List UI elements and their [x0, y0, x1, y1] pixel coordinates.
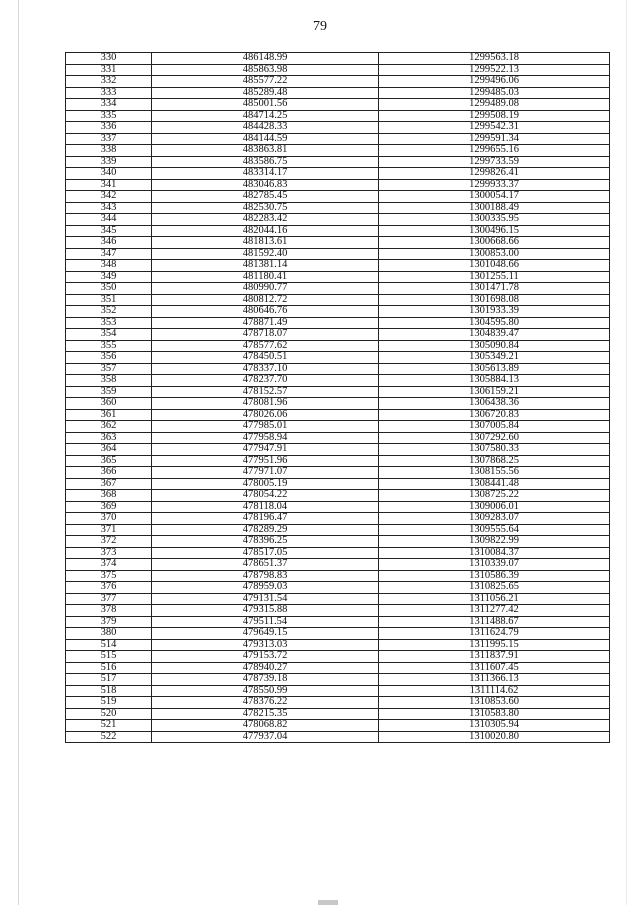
- x-coordinate-cell: 484144.59: [152, 133, 379, 145]
- point-number-cell: 371: [66, 524, 152, 536]
- x-coordinate-cell: 479511.54: [152, 616, 379, 628]
- y-coordinate-cell: 1310084.37: [379, 547, 610, 559]
- table-row: [66, 202, 610, 214]
- point-number-cell: 375: [66, 570, 152, 582]
- x-coordinate-cell: 478718.07: [152, 329, 379, 341]
- table-row: [66, 570, 610, 582]
- point-number-cell: 517: [66, 674, 152, 686]
- point-number-cell: 363: [66, 432, 152, 444]
- point-number-cell: 344: [66, 214, 152, 226]
- x-coordinate-cell: 478068.82: [152, 720, 379, 732]
- x-coordinate-cell: 478959.03: [152, 582, 379, 594]
- y-coordinate-cell: 1306720.83: [379, 409, 610, 421]
- y-coordinate-cell: 1308725.22: [379, 490, 610, 502]
- y-coordinate-cell: 1310583.80: [379, 708, 610, 720]
- x-coordinate-cell: 477971.07: [152, 467, 379, 479]
- table-row: [66, 478, 610, 490]
- point-number-cell: 521: [66, 720, 152, 732]
- scan-mark: [318, 900, 338, 905]
- y-coordinate-cell: 1299496.06: [379, 76, 610, 88]
- table-row: [66, 53, 610, 65]
- y-coordinate-cell: 1311624.79: [379, 628, 610, 640]
- x-coordinate-cell: 478026.06: [152, 409, 379, 421]
- y-coordinate-cell: 1305613.89: [379, 363, 610, 375]
- table-row: [66, 386, 610, 398]
- x-coordinate-cell: 485863.98: [152, 64, 379, 76]
- y-coordinate-cell: 1299591.34: [379, 133, 610, 145]
- x-coordinate-cell: 479649.15: [152, 628, 379, 640]
- x-coordinate-cell: 483863.81: [152, 145, 379, 157]
- x-coordinate-cell: 477951.96: [152, 455, 379, 467]
- x-coordinate-cell: 478550.99: [152, 685, 379, 697]
- x-coordinate-cell: 478450.51: [152, 352, 379, 364]
- page-right-edge: [626, 0, 627, 905]
- y-coordinate-cell: 1306438.36: [379, 398, 610, 410]
- y-coordinate-cell: 1299933.37: [379, 179, 610, 191]
- x-coordinate-cell: 478054.22: [152, 490, 379, 502]
- point-number-cell: 335: [66, 110, 152, 122]
- point-number-cell: 342: [66, 191, 152, 203]
- y-coordinate-cell: 1301698.08: [379, 294, 610, 306]
- table-row: [66, 605, 610, 617]
- point-number-cell: 356: [66, 352, 152, 364]
- x-coordinate-cell: 478337.10: [152, 363, 379, 375]
- point-number-cell: 355: [66, 340, 152, 352]
- y-coordinate-cell: 1300496.15: [379, 225, 610, 237]
- x-coordinate-cell: 478798.83: [152, 570, 379, 582]
- table-row: [66, 329, 610, 341]
- table-row: [66, 283, 610, 295]
- x-coordinate-cell: 484428.33: [152, 122, 379, 134]
- x-coordinate-cell: 478651.37: [152, 559, 379, 571]
- y-coordinate-cell: 1307868.25: [379, 455, 610, 467]
- x-coordinate-cell: 478376.22: [152, 697, 379, 709]
- table-row: [66, 708, 610, 720]
- point-number-cell: 346: [66, 237, 152, 249]
- table-row: [66, 524, 610, 536]
- y-coordinate-cell: 1311366.13: [379, 674, 610, 686]
- point-number-cell: 359: [66, 386, 152, 398]
- point-number-cell: 357: [66, 363, 152, 375]
- y-coordinate-cell: 1307292.60: [379, 432, 610, 444]
- y-coordinate-cell: 1300188.49: [379, 202, 610, 214]
- y-coordinate-cell: 1310339.07: [379, 559, 610, 571]
- table-row: [66, 513, 610, 525]
- point-number-cell: 339: [66, 156, 152, 168]
- y-coordinate-cell: 1304595.80: [379, 317, 610, 329]
- table-row: [66, 260, 610, 272]
- y-coordinate-cell: 1310020.80: [379, 731, 610, 743]
- point-number-cell: 362: [66, 421, 152, 433]
- y-coordinate-cell: 1310305.94: [379, 720, 610, 732]
- x-coordinate-cell: 478118.04: [152, 501, 379, 513]
- y-coordinate-cell: 1299485.03: [379, 87, 610, 99]
- x-coordinate-cell: 483314.17: [152, 168, 379, 180]
- point-number-cell: 330: [66, 53, 152, 65]
- y-coordinate-cell: 1301048.66: [379, 260, 610, 272]
- point-number-cell: 372: [66, 536, 152, 548]
- x-coordinate-cell: 478005.19: [152, 478, 379, 490]
- point-number-cell: 368: [66, 490, 152, 502]
- y-coordinate-cell: 1299522.13: [379, 64, 610, 76]
- table-row: [66, 616, 610, 628]
- table-row: [66, 559, 610, 571]
- table-row: [66, 432, 610, 444]
- x-coordinate-cell: 477947.91: [152, 444, 379, 456]
- x-coordinate-cell: 486148.99: [152, 53, 379, 65]
- x-coordinate-cell: 478081.96: [152, 398, 379, 410]
- coordinates-table-body: [66, 53, 610, 743]
- x-coordinate-cell: 480812.72: [152, 294, 379, 306]
- y-coordinate-cell: 1300668.66: [379, 237, 610, 249]
- point-number-cell: 349: [66, 271, 152, 283]
- table-row: [66, 214, 610, 226]
- table-row: [66, 628, 610, 640]
- table-row: [66, 363, 610, 375]
- y-coordinate-cell: 1301933.39: [379, 306, 610, 318]
- table-row: [66, 651, 610, 663]
- table-row: [66, 64, 610, 76]
- y-coordinate-cell: 1301255.11: [379, 271, 610, 283]
- y-coordinate-cell: 1311114.62: [379, 685, 610, 697]
- x-coordinate-cell: 478940.27: [152, 662, 379, 674]
- point-number-cell: 360: [66, 398, 152, 410]
- y-coordinate-cell: 1304839.47: [379, 329, 610, 341]
- table-row: [66, 547, 610, 559]
- y-coordinate-cell: 1309283.07: [379, 513, 610, 525]
- point-number-cell: 334: [66, 99, 152, 111]
- point-number-cell: 515: [66, 651, 152, 663]
- table-row: [66, 145, 610, 157]
- point-number-cell: 520: [66, 708, 152, 720]
- x-coordinate-cell: 484714.25: [152, 110, 379, 122]
- y-coordinate-cell: 1307005.84: [379, 421, 610, 433]
- x-coordinate-cell: 481813.61: [152, 237, 379, 249]
- x-coordinate-cell: 478577.62: [152, 340, 379, 352]
- point-number-cell: 380: [66, 628, 152, 640]
- y-coordinate-cell: 1299542.31: [379, 122, 610, 134]
- table-row: [66, 501, 610, 513]
- table-row: [66, 409, 610, 421]
- point-number-cell: 374: [66, 559, 152, 571]
- point-number-cell: 366: [66, 467, 152, 479]
- point-number-cell: 367: [66, 478, 152, 490]
- x-coordinate-cell: 482283.42: [152, 214, 379, 226]
- table-row: [66, 87, 610, 99]
- point-number-cell: 347: [66, 248, 152, 260]
- y-coordinate-cell: 1311277.42: [379, 605, 610, 617]
- point-number-cell: 340: [66, 168, 152, 180]
- table-row: [66, 375, 610, 387]
- table-row: [66, 294, 610, 306]
- table-row: [66, 156, 610, 168]
- point-number-cell: 333: [66, 87, 152, 99]
- table-row: [66, 593, 610, 605]
- x-coordinate-cell: 479313.03: [152, 639, 379, 651]
- y-coordinate-cell: 1310853.60: [379, 697, 610, 709]
- table-row: [66, 191, 610, 203]
- point-number-cell: 345: [66, 225, 152, 237]
- x-coordinate-cell: 485289.48: [152, 87, 379, 99]
- y-coordinate-cell: 1310825.65: [379, 582, 610, 594]
- y-coordinate-cell: 1305090.84: [379, 340, 610, 352]
- y-coordinate-cell: 1299563.18: [379, 53, 610, 65]
- point-number-cell: 365: [66, 455, 152, 467]
- x-coordinate-cell: 478289.29: [152, 524, 379, 536]
- table-row: [66, 467, 610, 479]
- table-row: [66, 271, 610, 283]
- table-row: [66, 340, 610, 352]
- point-number-cell: 354: [66, 329, 152, 341]
- y-coordinate-cell: 1300054.17: [379, 191, 610, 203]
- point-number-cell: 379: [66, 616, 152, 628]
- x-coordinate-cell: 481180.41: [152, 271, 379, 283]
- y-coordinate-cell: 1311995.15: [379, 639, 610, 651]
- table-row: [66, 122, 610, 134]
- point-number-cell: 516: [66, 662, 152, 674]
- point-number-cell: 336: [66, 122, 152, 134]
- table-row: [66, 352, 610, 364]
- table-row: [66, 490, 610, 502]
- y-coordinate-cell: 1306159.21: [379, 386, 610, 398]
- x-coordinate-cell: 480646.76: [152, 306, 379, 318]
- table-row: [66, 110, 610, 122]
- y-coordinate-cell: 1309822.99: [379, 536, 610, 548]
- table-row: [66, 133, 610, 145]
- x-coordinate-cell: 480990.77: [152, 283, 379, 295]
- point-number-cell: 353: [66, 317, 152, 329]
- point-number-cell: 376: [66, 582, 152, 594]
- x-coordinate-cell: 478517.05: [152, 547, 379, 559]
- x-coordinate-cell: 483586.75: [152, 156, 379, 168]
- point-number-cell: 358: [66, 375, 152, 387]
- x-coordinate-cell: 478237.70: [152, 375, 379, 387]
- table-row: [66, 697, 610, 709]
- point-number-cell: 369: [66, 501, 152, 513]
- point-number-cell: 518: [66, 685, 152, 697]
- point-number-cell: 331: [66, 64, 152, 76]
- y-coordinate-cell: 1311488.67: [379, 616, 610, 628]
- point-number-cell: 351: [66, 294, 152, 306]
- table-row: [66, 720, 610, 732]
- y-coordinate-cell: 1311837.91: [379, 651, 610, 663]
- y-coordinate-cell: 1305884.13: [379, 375, 610, 387]
- point-number-cell: 377: [66, 593, 152, 605]
- table-row: [66, 536, 610, 548]
- point-number-cell: 519: [66, 697, 152, 709]
- y-coordinate-cell: 1301471.78: [379, 283, 610, 295]
- x-coordinate-cell: 482530.75: [152, 202, 379, 214]
- x-coordinate-cell: 479131.54: [152, 593, 379, 605]
- table-row: [66, 731, 610, 743]
- y-coordinate-cell: 1310586.39: [379, 570, 610, 582]
- point-number-cell: 352: [66, 306, 152, 318]
- table-row: [66, 444, 610, 456]
- y-coordinate-cell: 1308441.48: [379, 478, 610, 490]
- y-coordinate-cell: 1299489.08: [379, 99, 610, 111]
- point-number-cell: 348: [66, 260, 152, 272]
- y-coordinate-cell: 1305349.21: [379, 352, 610, 364]
- y-coordinate-cell: 1309555.64: [379, 524, 610, 536]
- x-coordinate-cell: 478396.25: [152, 536, 379, 548]
- x-coordinate-cell: 478739.18: [152, 674, 379, 686]
- table-row: [66, 455, 610, 467]
- table-row: [66, 421, 610, 433]
- point-number-cell: 341: [66, 179, 152, 191]
- y-coordinate-cell: 1311056.21: [379, 593, 610, 605]
- page-left-edge: [18, 0, 19, 905]
- table-row: [66, 168, 610, 180]
- x-coordinate-cell: 477937.04: [152, 731, 379, 743]
- y-coordinate-cell: 1300853.00: [379, 248, 610, 260]
- point-number-cell: 338: [66, 145, 152, 157]
- x-coordinate-cell: 481592.40: [152, 248, 379, 260]
- x-coordinate-cell: 481381.14: [152, 260, 379, 272]
- table-row: [66, 639, 610, 651]
- point-number-cell: 350: [66, 283, 152, 295]
- table-row: [66, 317, 610, 329]
- y-coordinate-cell: 1299826.41: [379, 168, 610, 180]
- x-coordinate-cell: 485001.56: [152, 99, 379, 111]
- y-coordinate-cell: 1299733.59: [379, 156, 610, 168]
- table-row: [66, 248, 610, 260]
- x-coordinate-cell: 477958.94: [152, 432, 379, 444]
- point-number-cell: 343: [66, 202, 152, 214]
- point-number-cell: 522: [66, 731, 152, 743]
- point-number-cell: 332: [66, 76, 152, 88]
- x-coordinate-cell: 478152.57: [152, 386, 379, 398]
- table-row: [66, 398, 610, 410]
- x-coordinate-cell: 477985.01: [152, 421, 379, 433]
- table-row: [66, 674, 610, 686]
- table-row: [66, 76, 610, 88]
- y-coordinate-cell: 1311607.45: [379, 662, 610, 674]
- x-coordinate-cell: 482785.45: [152, 191, 379, 203]
- point-number-cell: 361: [66, 409, 152, 421]
- x-coordinate-cell: 485577.22: [152, 76, 379, 88]
- point-number-cell: 378: [66, 605, 152, 617]
- y-coordinate-cell: 1308155.56: [379, 467, 610, 479]
- point-number-cell: 337: [66, 133, 152, 145]
- point-number-cell: 364: [66, 444, 152, 456]
- point-number-cell: 370: [66, 513, 152, 525]
- coordinates-table: [65, 52, 610, 743]
- x-coordinate-cell: 478196.47: [152, 513, 379, 525]
- x-coordinate-cell: 479315.88: [152, 605, 379, 617]
- x-coordinate-cell: 478215.35: [152, 708, 379, 720]
- x-coordinate-cell: 479153.72: [152, 651, 379, 663]
- table-row: [66, 225, 610, 237]
- page-number: 79: [313, 19, 327, 34]
- table-row: [66, 662, 610, 674]
- x-coordinate-cell: 478871.49: [152, 317, 379, 329]
- table-row: [66, 582, 610, 594]
- y-coordinate-cell: 1299508.19: [379, 110, 610, 122]
- x-coordinate-cell: 482044.16: [152, 225, 379, 237]
- table-row: [66, 306, 610, 318]
- point-number-cell: 514: [66, 639, 152, 651]
- table-row: [66, 99, 610, 111]
- table-row: [66, 685, 610, 697]
- y-coordinate-cell: 1299655.16: [379, 145, 610, 157]
- y-coordinate-cell: 1307580.33: [379, 444, 610, 456]
- table-row: [66, 237, 610, 249]
- y-coordinate-cell: 1309006.01: [379, 501, 610, 513]
- table-row: [66, 179, 610, 191]
- point-number-cell: 373: [66, 547, 152, 559]
- y-coordinate-cell: 1300335.95: [379, 214, 610, 226]
- x-coordinate-cell: 483046.83: [152, 179, 379, 191]
